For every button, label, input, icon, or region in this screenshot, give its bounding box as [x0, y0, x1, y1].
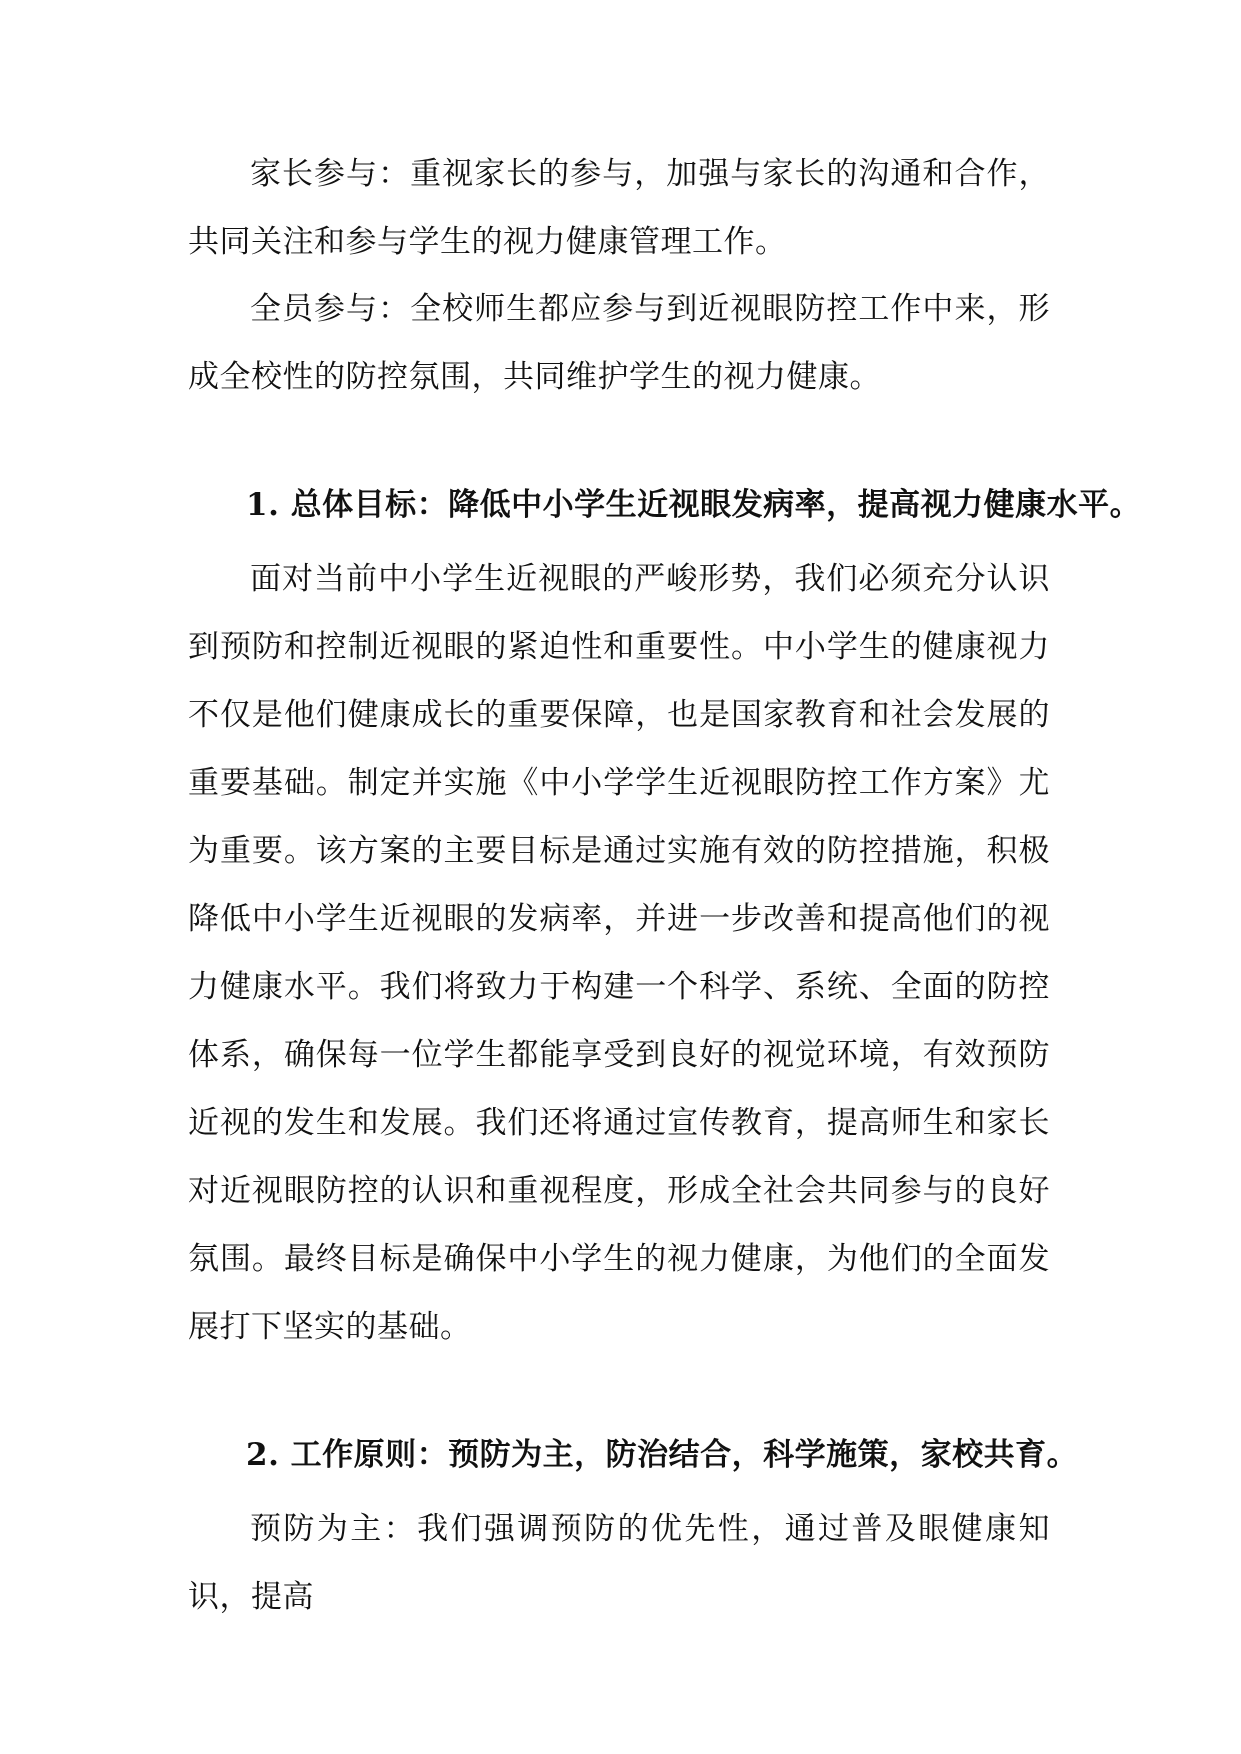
paragraph-overall-goal-body: 面对当前中小学生近视眼的严峻形势，我们必须充分认识到预防和控制近视眼的紧迫性和重要性。中小学生的健康视力不仅是他们健康成长的重要保障，也是国家教育和社会发展的重要基础。制定并实施《中小学学生近视眼防控工作方案》尤为重要。该方案的主要目标是通过实施有效的防控措施，积极降低中小学生近视眼的发病率，并进一步改善和提高他们的视力健康水平。我们将致力于构建一个科学、系统、全面的防控体系，确保每一位学生都能享受到良好的视觉环境，有效预防近视的发生和发展。我们还将通过宣传教育，提高师生和家长对近视眼防控的认识和重视程度，形成全社会共同参与的良好氛围。最终目标是确保中小学生的视力健康，为他们的全面发展打下坚实的基础。 [188, 561, 1050, 1345]
paragraph-parent-participation: 家长参与：重视家长的参与，加强与家长的沟通和合作，共同关注和参与学生的视力健康管理工作。 [188, 156, 1050, 260]
section-heading-overall-goal: 1. 总体目标：降低中小学生近视眼发病率，提高视力健康水平。 [246, 487, 1142, 523]
paragraph-all-staff-participation: 全员参与：全校师生都应参与到近视眼防控工作中来，形成全校性的防控氛围，共同维护学生的视力健康。 [188, 291, 1050, 395]
section-heading-work-principles: 2. 工作原则：预防为主，防治结合，科学施策，家校共育。 [246, 1437, 1079, 1473]
paragraph-prevention-first: 预防为主：我们强调预防的优先性，通过普及眼健康知识，提高 [188, 1511, 1050, 1615]
